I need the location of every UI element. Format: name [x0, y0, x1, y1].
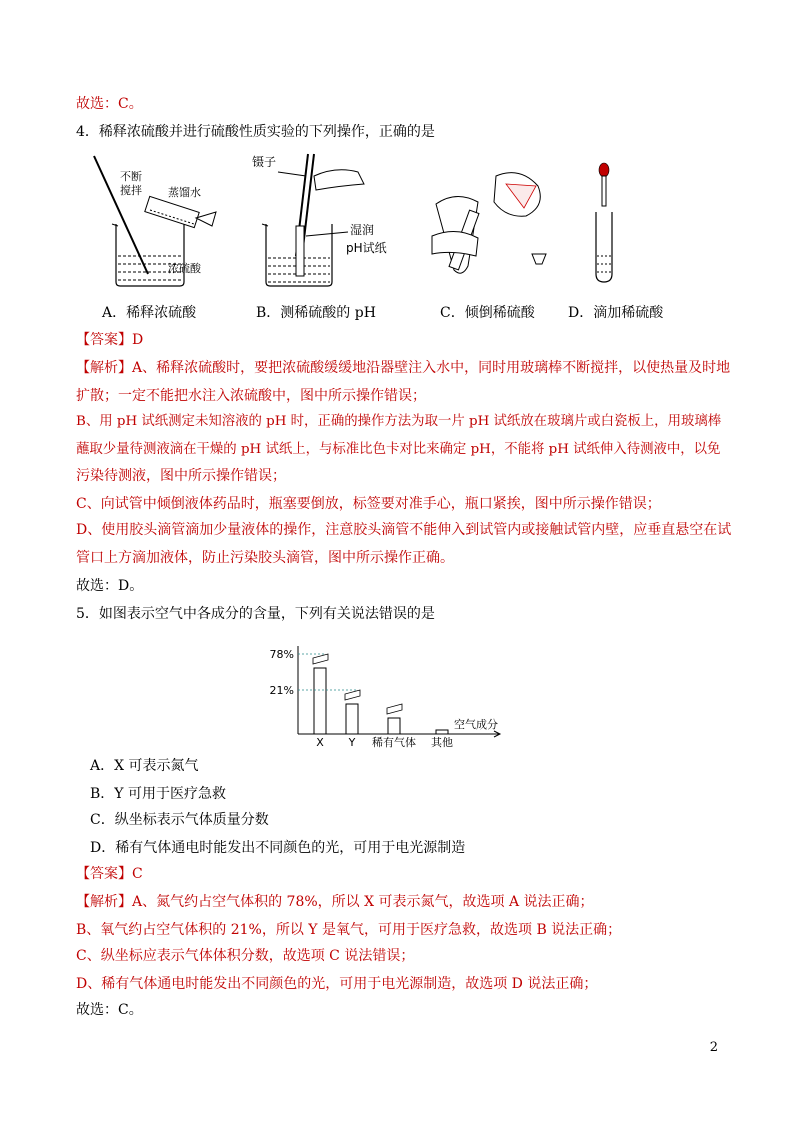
x-tick-label-3: 其他: [431, 736, 453, 749]
q5-stem: 5．如图表示空气中各成分的含量，下列有关说法错误的是: [76, 606, 435, 622]
q4-option-c: C．倾倒稀硫酸: [440, 305, 535, 321]
figure-d-dropper: [596, 163, 612, 282]
fig-b-label-tweezers: 镊子: [252, 155, 277, 169]
q3-conclusion: 故选：C。: [76, 96, 143, 112]
bar-break-1: [345, 690, 360, 700]
q5-analysis-line-2: B、氧气约占空气体积的 21%，所以 Y 是氧气，可用于医疗急救，故选项 B 说法正确；: [76, 922, 622, 938]
q4-stem: 4．稀释浓硫酸并进行硫酸性质实验的下列操作，正确的是: [76, 124, 435, 140]
q4-analysis-line-1: [76, 358, 730, 378]
q4-option-b: B．测稀硫酸的 pH: [256, 305, 376, 321]
figure-c-pouring: [432, 173, 546, 274]
page-number: 2: [709, 1040, 718, 1055]
analysis-text: A、氮气约占空气体积的 78%，所以 X 可表示氮气，故选项 A 说法正确；: [132, 894, 594, 910]
analysis-tag: 【解析】: [76, 360, 132, 376]
y-tick-label-0: 78%: [269, 648, 294, 661]
x-tick-label-2: 稀有气体: [372, 736, 416, 749]
bar-3: [436, 730, 448, 734]
q5-analysis-line-1: [76, 892, 594, 912]
fig-b-label-paper1: 湿润: [350, 223, 375, 237]
answer-value: D: [132, 332, 144, 348]
analysis-tag: 【解析】: [76, 894, 132, 910]
q5-conclusion: 故选：C。: [76, 1002, 143, 1018]
q5-option-c: C．纵坐标表示气体质量分数: [90, 812, 269, 828]
fig-a-label-acid: 浓硫酸: [168, 262, 201, 275]
q4-option-a: A．稀释浓硫酸: [102, 305, 197, 321]
q5-option-b: B．Y 可用于医疗急救: [90, 786, 226, 802]
x-tick-label-0: X: [316, 736, 324, 749]
bar-1: [346, 704, 358, 734]
x-axis-label: 空气成分: [454, 718, 498, 731]
y-tick-label-1: 21%: [269, 684, 294, 697]
q4-conclusion: 故选：D。: [76, 578, 144, 594]
q4-analysis-line-5: 污染待测液，图中所示操作错误；: [76, 468, 286, 484]
fig-b-label-paper2: pH试纸: [346, 241, 387, 255]
analysis-text: A、稀释浓硫酸时，要把浓硫酸缓缓地沿器壁注入水中，同时用玻璃棒不断搅拌，以使热量及时地: [132, 360, 731, 376]
q4-analysis-line-8: 管口上方滴加液体，防止污染胶头滴管，图中所示操作正确。: [76, 550, 454, 566]
q5-analysis-line-4: D、稀有气体通电时能发出不同颜色的光，可用于电光源制造，故选项 D 说法正确；: [76, 976, 598, 992]
bar-break-2: [387, 704, 402, 714]
q5-option-d: D．稀有气体通电时能发出不同颜色的光，可用于电光源制造: [90, 840, 466, 856]
answer-tag: 【答案】: [76, 866, 132, 882]
q4-analysis-line-6: C、向试管中倾倒液体药品时，瓶塞要倒放，标签要对准手心，瓶口紧挨，图中所示操作错误；: [76, 496, 661, 512]
bar-break-0: [313, 654, 328, 664]
answer-tag: 【答案】: [76, 332, 132, 348]
q5-bar-chart: [260, 640, 540, 750]
q4-figures: [76, 146, 656, 296]
bar-2: [388, 718, 400, 734]
q4-analysis-line-2: 扩散；一定不能把水注入浓硫酸中，图中所示操作错误；: [76, 388, 426, 404]
figure-a-dilution: [94, 156, 216, 286]
figure-b-ph: [252, 154, 387, 286]
q5-option-a: A．X 可表示氮气: [90, 758, 199, 774]
q4-analysis-line-7: D、使用胶头滴管滴加少量液体的操作，注意胶头滴管不能伸入到试管内或接触试管内壁，应垂直悬空在试: [76, 522, 732, 538]
q4-analysis-line-4: 蘸取少量待测液滴在干燥的 pH 试纸上，与标准比色卡对比来确定 pH，不能将 pH 试纸伸入待测液中，以免: [76, 442, 721, 457]
fig-a-label-stir: 不断: [120, 170, 142, 183]
q5-analysis-line-3: C、纵坐标应表示气体体积分数，故选项 C 说法错误；: [76, 948, 415, 964]
bar-0: [314, 668, 326, 734]
q4-option-d: D．滴加稀硫酸: [568, 305, 664, 321]
fig-a-label-stir2: 搅拌: [120, 184, 142, 197]
answer-value: C: [132, 866, 143, 882]
q4-analysis-line-3: B、用 pH 试纸测定未知溶液的 pH 时，正确的操作方法为取一片 pH 试纸放在玻璃片或白瓷板上，用玻璃棒: [76, 414, 722, 429]
fig-a-label-water: 蒸馏水: [168, 186, 201, 199]
q5-answer: [76, 864, 143, 884]
x-tick-label-1: Y: [348, 736, 356, 749]
q4-answer: [76, 330, 143, 350]
